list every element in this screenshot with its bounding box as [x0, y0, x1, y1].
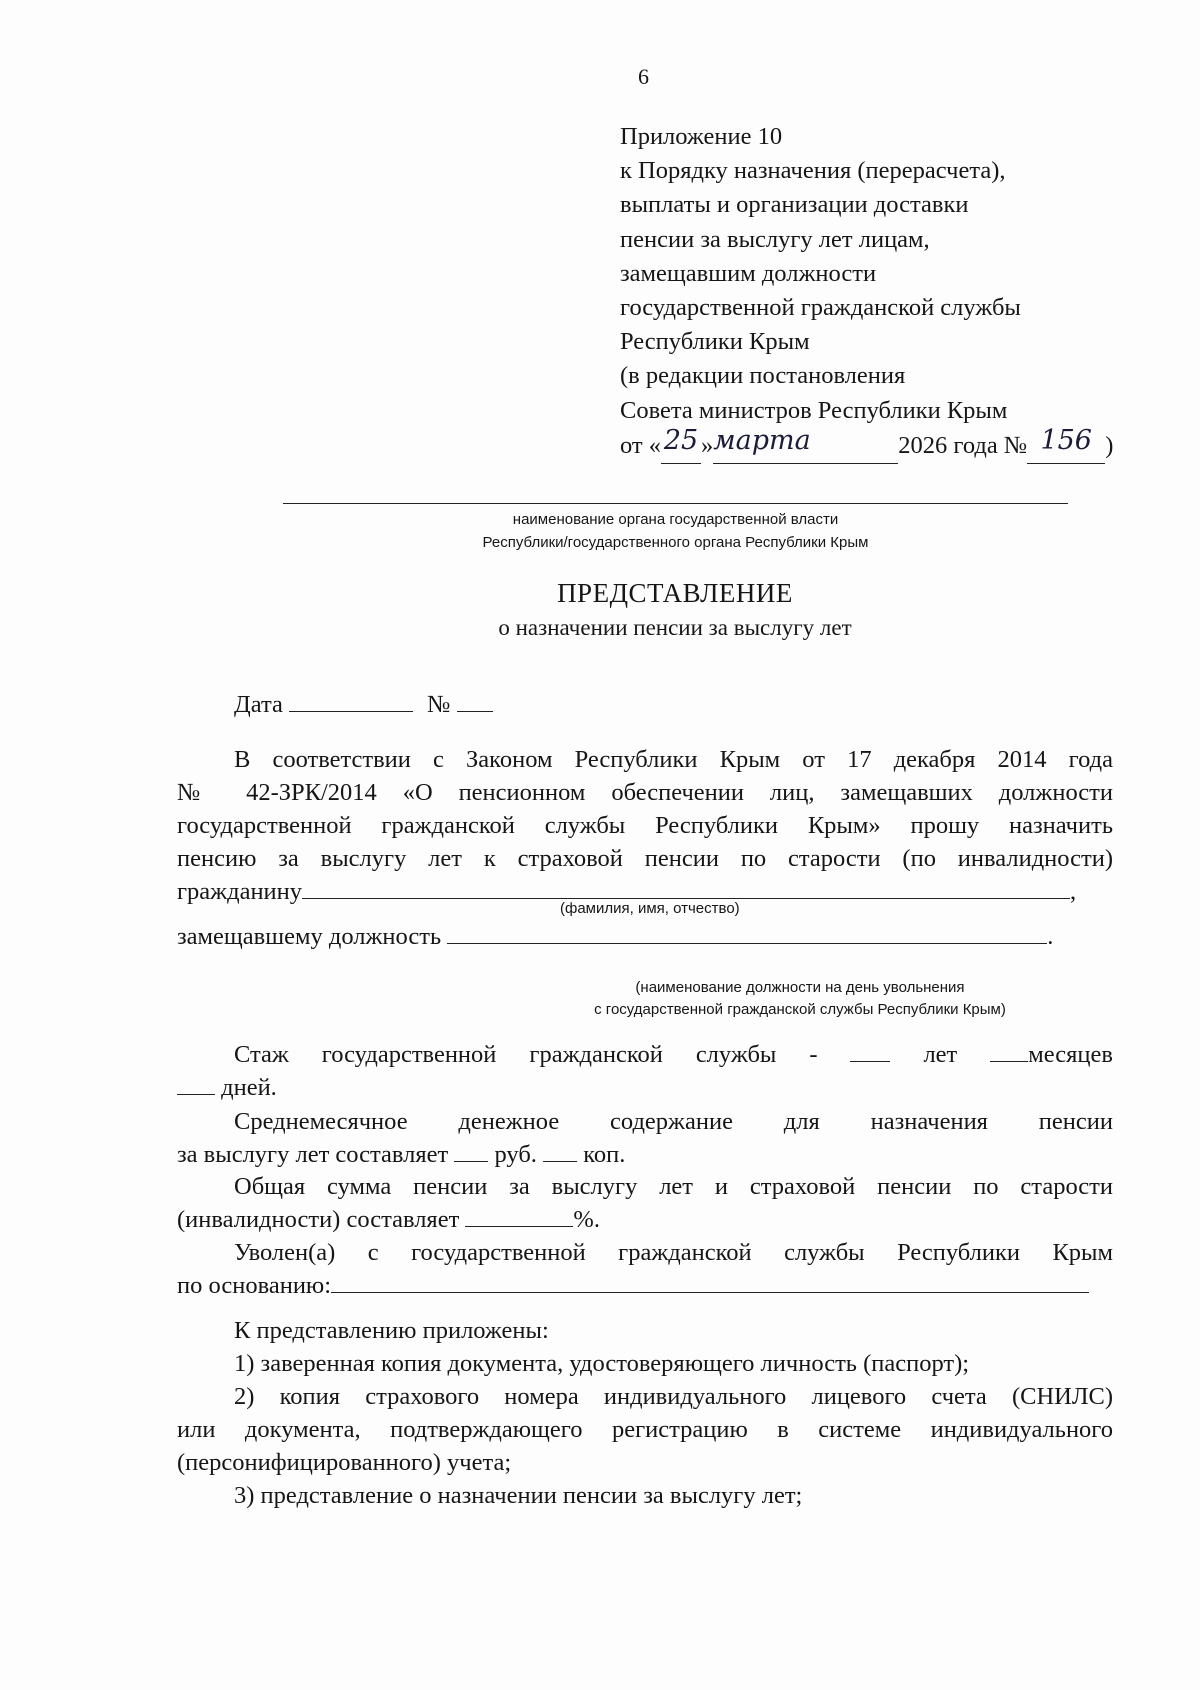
date-label: Дата	[234, 691, 283, 718]
resolution-date-line	[620, 424, 1114, 464]
position-caption	[520, 977, 1080, 1021]
appendix-line: (в редакции постановления	[620, 362, 906, 390]
appendix-line: Республики Крым	[620, 328, 810, 356]
service-line-1: Стаж государственной гражданской службы - лет месяцев	[177, 1038, 1113, 1071]
intro-paragraph	[177, 743, 1113, 908]
organ-caption-line: наименование органа государственной власти	[512, 511, 839, 528]
intro-line-4: пенсию за выслугу лет к страховой пенсии по старости (по инвалидности)	[177, 845, 1113, 872]
appendix-line: к Порядку назначения (перерасчета),	[620, 157, 1006, 185]
salary-line-1: Среднемесячное денежное содержание для назначения пенсии	[234, 1108, 1113, 1135]
appendix-line: Совета министров Республики Крым	[620, 396, 1008, 424]
organ-name-line	[283, 503, 1068, 504]
quote-close: »	[701, 431, 714, 459]
attachment-item-2-line-1: 2) копия страхового номера индивидуального лицевого счета (СНИЛС)	[234, 1383, 1113, 1410]
citizen-line: гражданину ,	[177, 878, 1077, 905]
attachments-heading: К представлению приложены:	[234, 1317, 549, 1344]
citizen-blank	[302, 878, 1070, 899]
appendix-header	[620, 120, 1113, 464]
salary-paragraph	[177, 1105, 1113, 1171]
days-blank	[177, 1074, 215, 1095]
position-label: замещавшему должность	[177, 923, 442, 950]
grounds-blank	[331, 1272, 1089, 1293]
appendix-line: выплаты и организации доставки	[620, 191, 969, 219]
position-blank	[447, 923, 1047, 944]
organ-caption-line: Республики/государственного органа Республики Крым	[482, 534, 869, 551]
months-label: месяцев	[1028, 1041, 1113, 1068]
appendix-line: замещавшим должности	[620, 259, 877, 287]
organ-caption	[283, 508, 1068, 554]
citizen-label: гражданину	[177, 878, 303, 905]
number-label: №	[427, 691, 451, 718]
rub-blank	[454, 1141, 488, 1162]
salary-line-2: за выслугу лет составляет руб. коп.	[177, 1141, 626, 1168]
attachment-item-2-line-2: или документа, подтверждающего регистрацию в системе индивидуального	[177, 1416, 1113, 1443]
dismissed-paragraph	[177, 1236, 1113, 1302]
attachment-item-1: 1) заверенная копия документа, удостоверяющего личность (паспорт);	[234, 1350, 970, 1377]
date-blank	[289, 691, 413, 712]
appendix-line: пенсии за выслугу лет лицам,	[620, 225, 930, 253]
service-line-2	[177, 1071, 1113, 1104]
document-title: ПРЕДСТАВЛЕНИЕ	[557, 578, 793, 608]
handwritten-number: 156	[1040, 424, 1092, 456]
year-text: 2026 года №	[898, 431, 1028, 459]
attachment-item-3: 3) представление о назначении пенсии за выслугу лет;	[234, 1482, 803, 1509]
dismissed-line-2: по основанию:	[177, 1269, 1113, 1302]
appendix-line: государственной гражданской службы	[620, 294, 1021, 322]
position-caption-line: с государственной гражданской службы Республики Крым)	[594, 1001, 1006, 1018]
document-subtitle: о назначении пенсии за выслугу лет	[498, 615, 852, 640]
kop-label: коп.	[583, 1141, 626, 1168]
attachment-item-2-line-3: (персонифицированного) учета;	[177, 1449, 512, 1476]
handwritten-day: 25	[663, 424, 699, 456]
citizen-caption: (фамилия, имя, отчество)	[560, 900, 740, 917]
date-prefix: от «	[620, 431, 662, 459]
intro-line-1: В соответствии с Законом Республики Крым от 17 декабря 2014 года	[234, 746, 1113, 773]
total-line-1: Общая сумма пенсии за выслугу лет и страховой пенсии по старости	[234, 1173, 1113, 1200]
days-label: дней.	[221, 1074, 277, 1101]
position-line: замещавшему должность .	[177, 923, 1054, 950]
intro-line-2: № 42-ЗРК/2014 «О пенсионном обеспечении лиц, замещавших должности	[177, 779, 1113, 806]
years-label: лет	[923, 1041, 958, 1068]
attachments-section	[177, 1314, 1113, 1512]
rub-label: руб.	[494, 1141, 537, 1168]
total-line-2: (инвалидности) составляет %.	[177, 1206, 600, 1233]
years-blank	[850, 1041, 890, 1062]
date-number-line	[177, 688, 1113, 721]
dismissed-line-1: Уволен(а) с государственной гражданской службы Республики Крым	[234, 1239, 1113, 1266]
total-paragraph	[177, 1170, 1113, 1236]
percent-blank	[465, 1206, 573, 1227]
kop-blank	[543, 1141, 577, 1162]
position-caption-line: (наименование должности на день увольнения	[635, 979, 965, 996]
number-blank	[457, 691, 493, 712]
close-paren: )	[1105, 431, 1114, 459]
intro-line-3: государственной гражданской службы Республики Крым» прошу назначить	[177, 812, 1113, 839]
months-blank	[990, 1041, 1028, 1062]
service-paragraph	[177, 1038, 1113, 1104]
page-number: 6	[638, 64, 649, 89]
handwritten-month: марта	[713, 424, 811, 456]
appendix-line: Приложение 10	[620, 123, 783, 150]
